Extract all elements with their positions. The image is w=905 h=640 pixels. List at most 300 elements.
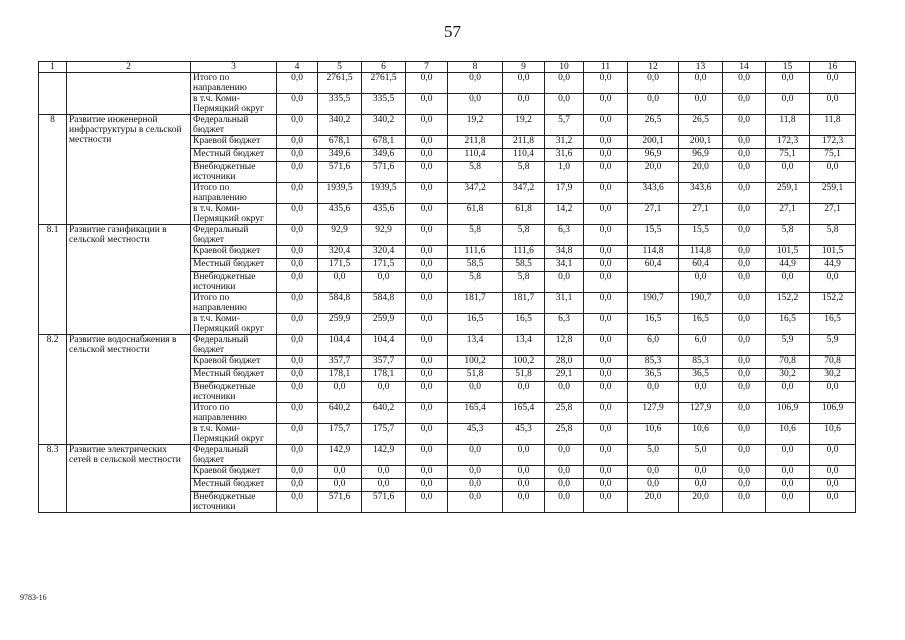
funding-source: Краевой бюджет: [191, 136, 277, 149]
value-cell: 96,9: [628, 149, 679, 162]
value-cell: 0,0: [406, 162, 448, 183]
value-cell: 0,0: [723, 356, 766, 369]
value-cell: 0,0: [406, 403, 448, 424]
value-cell: 0,0: [723, 293, 766, 314]
value-cell: 27,1: [628, 204, 679, 225]
value-cell: 343,6: [628, 183, 679, 204]
value-cell: 0,0: [723, 369, 766, 382]
value-cell: 0,0: [584, 246, 628, 259]
value-cell: 58,5: [503, 259, 545, 272]
item-title: [67, 73, 191, 115]
value-cell: 0,0: [723, 382, 766, 403]
value-cell: 111,6: [448, 246, 503, 259]
value-cell: 2761,5: [362, 73, 406, 94]
value-cell: 0,0: [810, 73, 856, 94]
value-cell: 0,0: [277, 314, 318, 335]
value-cell: 44,9: [766, 259, 810, 272]
value-cell: 0,0: [584, 382, 628, 403]
value-cell: 0,0: [406, 356, 448, 369]
header-cell: 13: [679, 62, 723, 73]
value-cell: 92,9: [362, 225, 406, 246]
header-cell: 7: [406, 62, 448, 73]
value-cell: 181,7: [503, 293, 545, 314]
value-cell: 357,7: [318, 356, 362, 369]
page-number: 57: [444, 22, 461, 41]
value-cell: 571,6: [362, 162, 406, 183]
item-number: 8.1: [39, 225, 67, 335]
value-cell: 0,0: [584, 314, 628, 335]
table-row: [39, 335, 856, 356]
funding-source: Местный бюджет: [191, 259, 277, 272]
value-cell: 0,0: [584, 115, 628, 136]
value-cell: 100,2: [503, 356, 545, 369]
value-cell: 36,5: [679, 369, 723, 382]
value-cell: 0,0: [584, 94, 628, 115]
value-cell: 584,8: [318, 293, 362, 314]
value-cell: 30,2: [810, 369, 856, 382]
value-cell: 0,0: [277, 204, 318, 225]
value-cell: 347,2: [503, 183, 545, 204]
value-cell: 0,0: [406, 272, 448, 293]
value-cell: 61,8: [448, 204, 503, 225]
funding-source: Федеральный бюджет: [191, 335, 277, 356]
funding-source: Местный бюджет: [191, 369, 277, 382]
item-title: Развитие водоснабжения в сельской местности: [67, 335, 191, 445]
value-cell: 25,8: [545, 403, 584, 424]
value-cell: 20,0: [628, 162, 679, 183]
value-cell: 0,0: [406, 445, 448, 466]
value-cell: 0,0: [766, 466, 810, 479]
value-cell: 0,0: [277, 479, 318, 492]
value-cell: 6,3: [545, 225, 584, 246]
value-cell: 11,8: [766, 115, 810, 136]
value-cell: 101,5: [810, 246, 856, 259]
value-cell: 0,0: [810, 492, 856, 513]
value-cell: 142,9: [362, 445, 406, 466]
value-cell: 0,0: [584, 492, 628, 513]
value-cell: 29,1: [545, 369, 584, 382]
funding-source: Краевой бюджет: [191, 246, 277, 259]
value-cell: 0,0: [406, 492, 448, 513]
value-cell: 0,0: [766, 94, 810, 115]
funding-source: Внебюджетные источники: [191, 162, 277, 183]
value-cell: 571,6: [362, 492, 406, 513]
value-cell: 0,0: [406, 259, 448, 272]
value-cell: 25,8: [545, 424, 584, 445]
value-cell: 104,4: [362, 335, 406, 356]
value-cell: 5,8: [448, 225, 503, 246]
value-cell: 0,0: [277, 225, 318, 246]
value-cell: 0,0: [766, 382, 810, 403]
value-cell: 0,0: [277, 424, 318, 445]
value-cell: 45,3: [503, 424, 545, 445]
value-cell: 0,0: [584, 225, 628, 246]
table-header: [39, 62, 856, 73]
value-cell: 6,0: [679, 335, 723, 356]
value-cell: 0,0: [723, 403, 766, 424]
value-cell: 0,0: [584, 369, 628, 382]
value-cell: 0,0: [406, 369, 448, 382]
header-cell: 10: [545, 62, 584, 73]
value-cell: 0,0: [584, 272, 628, 293]
value-cell: 0,0: [406, 466, 448, 479]
value-cell: 0,0: [810, 479, 856, 492]
value-cell: 0,0: [406, 335, 448, 356]
funding-source: в т.ч. Коми-Пермяцкий округ: [191, 204, 277, 225]
value-cell: 0,0: [448, 479, 503, 492]
value-cell: 178,1: [362, 369, 406, 382]
value-cell: 200,1: [628, 136, 679, 149]
value-cell: 1939,5: [318, 183, 362, 204]
value-cell: 0,0: [503, 479, 545, 492]
value-cell: 0,0: [448, 492, 503, 513]
value-cell: 0,0: [584, 424, 628, 445]
value-cell: 0,0: [406, 204, 448, 225]
value-cell: 0,0: [406, 382, 448, 403]
value-cell: 5,8: [448, 162, 503, 183]
funding-source: Краевой бюджет: [191, 466, 277, 479]
value-cell: 349,6: [318, 149, 362, 162]
value-cell: 0,0: [584, 73, 628, 94]
value-cell: 0,0: [406, 73, 448, 94]
value-cell: 61,8: [503, 204, 545, 225]
value-cell: 31,2: [545, 136, 584, 149]
value-cell: 127,9: [628, 403, 679, 424]
value-cell: 211,8: [503, 136, 545, 149]
value-cell: 92,9: [318, 225, 362, 246]
value-cell: 5,8: [766, 225, 810, 246]
value-cell: 6,0: [628, 335, 679, 356]
value-cell: 0,0: [810, 94, 856, 115]
value-cell: 10,6: [766, 424, 810, 445]
value-cell: 347,2: [448, 183, 503, 204]
header-cell: 9: [503, 62, 545, 73]
value-cell: 320,4: [318, 246, 362, 259]
table-row: [39, 225, 856, 246]
value-cell: 0,0: [584, 162, 628, 183]
value-cell: 0,0: [406, 149, 448, 162]
value-cell: 0,0: [406, 115, 448, 136]
value-cell: 0,0: [723, 149, 766, 162]
value-cell: 571,6: [318, 492, 362, 513]
value-cell: 34,8: [545, 246, 584, 259]
value-cell: 0,0: [448, 94, 503, 115]
value-cell: 27,1: [810, 204, 856, 225]
funding-source: Итого по направлению: [191, 183, 277, 204]
value-cell: 0,0: [810, 272, 856, 293]
value-cell: 0,0: [448, 445, 503, 466]
value-cell: 678,1: [362, 136, 406, 149]
value-cell: 0,0: [810, 466, 856, 479]
value-cell: 75,1: [766, 149, 810, 162]
value-cell: 5,9: [810, 335, 856, 356]
funding-source: в т.ч. Коми-Пермяцкий округ: [191, 94, 277, 115]
value-cell: 0,0: [406, 183, 448, 204]
value-cell: 0,0: [723, 183, 766, 204]
value-cell: 26,5: [679, 115, 723, 136]
value-cell: 0,0: [406, 293, 448, 314]
value-cell: 1939,5: [362, 183, 406, 204]
funding-source: Местный бюджет: [191, 479, 277, 492]
value-cell: 0,0: [277, 136, 318, 149]
value-cell: 171,5: [318, 259, 362, 272]
value-cell: 0,0: [628, 479, 679, 492]
value-cell: 0,0: [545, 382, 584, 403]
value-cell: 60,4: [628, 259, 679, 272]
value-cell: 211,8: [448, 136, 503, 149]
value-cell: 0,0: [679, 466, 723, 479]
header-row: [39, 62, 856, 73]
value-cell: 0,0: [810, 382, 856, 403]
value-cell: 0,0: [584, 259, 628, 272]
value-cell: 0,0: [545, 492, 584, 513]
value-cell: 27,1: [679, 204, 723, 225]
value-cell: 10,6: [679, 424, 723, 445]
value-cell: 259,9: [318, 314, 362, 335]
value-cell: 34,1: [545, 259, 584, 272]
item-title: Развитие газификации в сельской местности: [67, 225, 191, 335]
funding-source: Федеральный бюджет: [191, 445, 277, 466]
value-cell: 0,0: [679, 382, 723, 403]
value-cell: 343,6: [679, 183, 723, 204]
value-cell: 0,0: [277, 335, 318, 356]
value-cell: 335,5: [318, 94, 362, 115]
item-number: [39, 73, 67, 115]
budget-table: [38, 61, 856, 513]
value-cell: 0,0: [723, 162, 766, 183]
value-cell: 175,7: [318, 424, 362, 445]
value-cell: 114,8: [679, 246, 723, 259]
value-cell: 110,4: [503, 149, 545, 162]
value-cell: 58,5: [448, 259, 503, 272]
value-cell: 5,0: [628, 445, 679, 466]
value-cell: 0,0: [628, 382, 679, 403]
value-cell: 5,8: [503, 225, 545, 246]
value-cell: 28,0: [545, 356, 584, 369]
value-cell: 0,0: [584, 204, 628, 225]
value-cell: 0,0: [277, 115, 318, 136]
value-cell: 0,0: [723, 479, 766, 492]
value-cell: 0,0: [277, 73, 318, 94]
value-cell: 320,4: [362, 246, 406, 259]
value-cell: 0,0: [679, 479, 723, 492]
value-cell: 0,0: [723, 73, 766, 94]
value-cell: 0,0: [723, 466, 766, 479]
header-cell: 11: [584, 62, 628, 73]
value-cell: 5,0: [679, 445, 723, 466]
value-cell: 0,0: [679, 73, 723, 94]
value-cell: 51,8: [503, 369, 545, 382]
value-cell: 259,9: [362, 314, 406, 335]
funding-source: в т.ч. Коми-Пермяцкий округ: [191, 314, 277, 335]
value-cell: 0,0: [406, 246, 448, 259]
value-cell: 172,3: [766, 136, 810, 149]
value-cell: 0,0: [628, 73, 679, 94]
value-cell: 0,0: [362, 466, 406, 479]
value-cell: 17,9: [545, 183, 584, 204]
value-cell: 190,7: [628, 293, 679, 314]
value-cell: 100,2: [448, 356, 503, 369]
value-cell: 190,7: [679, 293, 723, 314]
value-cell: 0,0: [277, 259, 318, 272]
value-cell: 0,0: [679, 94, 723, 115]
item-number: 8: [39, 115, 67, 225]
value-cell: 0,0: [723, 272, 766, 293]
value-cell: 127,9: [679, 403, 723, 424]
value-cell: 0,0: [723, 225, 766, 246]
value-cell: 0,0: [318, 466, 362, 479]
value-cell: 0,0: [810, 445, 856, 466]
funding-source: Внебюджетные источники: [191, 382, 277, 403]
value-cell: 16,5: [810, 314, 856, 335]
value-cell: 0,0: [277, 293, 318, 314]
value-cell: 16,5: [448, 314, 503, 335]
funding-source: Местный бюджет: [191, 149, 277, 162]
header-cell: 3: [191, 62, 277, 73]
value-cell: 349,6: [362, 149, 406, 162]
value-cell: 0,0: [406, 94, 448, 115]
value-cell: 340,2: [362, 115, 406, 136]
value-cell: 5,7: [545, 115, 584, 136]
value-cell: 14,2: [545, 204, 584, 225]
funding-source: Внебюджетные источники: [191, 492, 277, 513]
value-cell: 0,0: [584, 136, 628, 149]
value-cell: 142,9: [318, 445, 362, 466]
value-cell: 101,5: [766, 246, 810, 259]
value-cell: 75,1: [810, 149, 856, 162]
item-number: 8.2: [39, 335, 67, 445]
value-cell: 0,0: [277, 183, 318, 204]
value-cell: 5,9: [766, 335, 810, 356]
item-title: Развитие электрических сетей в сельской местности: [67, 445, 191, 513]
value-cell: 0,0: [766, 445, 810, 466]
header-cell: 8: [448, 62, 503, 73]
value-cell: 0,0: [545, 466, 584, 479]
value-cell: 111,6: [503, 246, 545, 259]
item-title: Развитие инженерной инфраструктуры в сельской местности: [67, 115, 191, 225]
value-cell: 0,0: [545, 445, 584, 466]
value-cell: 0,0: [766, 73, 810, 94]
value-cell: 0,0: [362, 272, 406, 293]
item-number: 8.3: [39, 445, 67, 513]
value-cell: 0,0: [545, 479, 584, 492]
table-row: [39, 445, 856, 466]
funding-source: Внебюджетные источники: [191, 272, 277, 293]
value-cell: 0,0: [584, 335, 628, 356]
value-cell: 0,0: [545, 272, 584, 293]
value-cell: 175,7: [362, 424, 406, 445]
value-cell: 259,1: [766, 183, 810, 204]
value-cell: 12,8: [545, 335, 584, 356]
value-cell: 104,4: [318, 335, 362, 356]
value-cell: 0,0: [406, 424, 448, 445]
value-cell: 60,4: [679, 259, 723, 272]
value-cell: 5,8: [810, 225, 856, 246]
value-cell: 27,1: [766, 204, 810, 225]
value-cell: 110,4: [448, 149, 503, 162]
value-cell: 0,0: [584, 149, 628, 162]
value-cell: 435,6: [362, 204, 406, 225]
value-cell: 0,0: [628, 466, 679, 479]
value-cell: 106,9: [766, 403, 810, 424]
value-cell: 165,4: [448, 403, 503, 424]
header-cell: 1: [39, 62, 67, 73]
value-cell: 13,4: [448, 335, 503, 356]
value-cell: 16,5: [628, 314, 679, 335]
value-cell: 0,0: [277, 445, 318, 466]
value-cell: 0,0: [723, 335, 766, 356]
value-cell: 0,0: [723, 246, 766, 259]
value-cell: 31,6: [545, 149, 584, 162]
header-cell: 4: [277, 62, 318, 73]
value-cell: 30,2: [766, 369, 810, 382]
value-cell: 1,0: [545, 162, 584, 183]
value-cell: 20,0: [628, 492, 679, 513]
header-cell: 12: [628, 62, 679, 73]
value-cell: 0,0: [723, 445, 766, 466]
header-cell: 15: [766, 62, 810, 73]
value-cell: 44,9: [810, 259, 856, 272]
header-cell: 6: [362, 62, 406, 73]
value-cell: 96,9: [679, 149, 723, 162]
funding-source: Федеральный бюджет: [191, 115, 277, 136]
value-cell: 200,1: [679, 136, 723, 149]
value-cell: 0,0: [277, 272, 318, 293]
value-cell: 10,6: [810, 424, 856, 445]
value-cell: 0,0: [277, 403, 318, 424]
value-cell: 0,0: [503, 94, 545, 115]
value-cell: [628, 272, 679, 293]
value-cell: 0,0: [723, 94, 766, 115]
value-cell: 16,5: [503, 314, 545, 335]
header-cell: 16: [810, 62, 856, 73]
value-cell: 0,0: [723, 115, 766, 136]
header-cell: 5: [318, 62, 362, 73]
table-row: [39, 115, 856, 136]
value-cell: 0,0: [503, 382, 545, 403]
header-cell: 2: [67, 62, 191, 73]
value-cell: 0,0: [448, 466, 503, 479]
value-cell: 26,5: [628, 115, 679, 136]
header-cell: 14: [723, 62, 766, 73]
value-cell: 114,8: [628, 246, 679, 259]
value-cell: 19,2: [448, 115, 503, 136]
value-cell: 178,1: [318, 369, 362, 382]
value-cell: 0,0: [318, 479, 362, 492]
value-cell: 435,6: [318, 204, 362, 225]
value-cell: 0,0: [503, 492, 545, 513]
value-cell: 0,0: [766, 492, 810, 513]
value-cell: 0,0: [584, 445, 628, 466]
value-cell: 0,0: [766, 162, 810, 183]
value-cell: 0,0: [406, 225, 448, 246]
value-cell: 0,0: [679, 272, 723, 293]
value-cell: 0,0: [584, 479, 628, 492]
value-cell: 0,0: [723, 136, 766, 149]
funding-source: в т.ч. Коми-Пермяцкий округ: [191, 424, 277, 445]
value-cell: 16,5: [766, 314, 810, 335]
footer-code: 9783-16: [20, 593, 47, 602]
value-cell: 181,7: [448, 293, 503, 314]
value-cell: 85,3: [679, 356, 723, 369]
value-cell: 11,8: [810, 115, 856, 136]
value-cell: 171,5: [362, 259, 406, 272]
table-row: [39, 73, 856, 94]
value-cell: 152,2: [766, 293, 810, 314]
value-cell: 0,0: [628, 94, 679, 115]
value-cell: 0,0: [810, 162, 856, 183]
value-cell: 0,0: [362, 382, 406, 403]
